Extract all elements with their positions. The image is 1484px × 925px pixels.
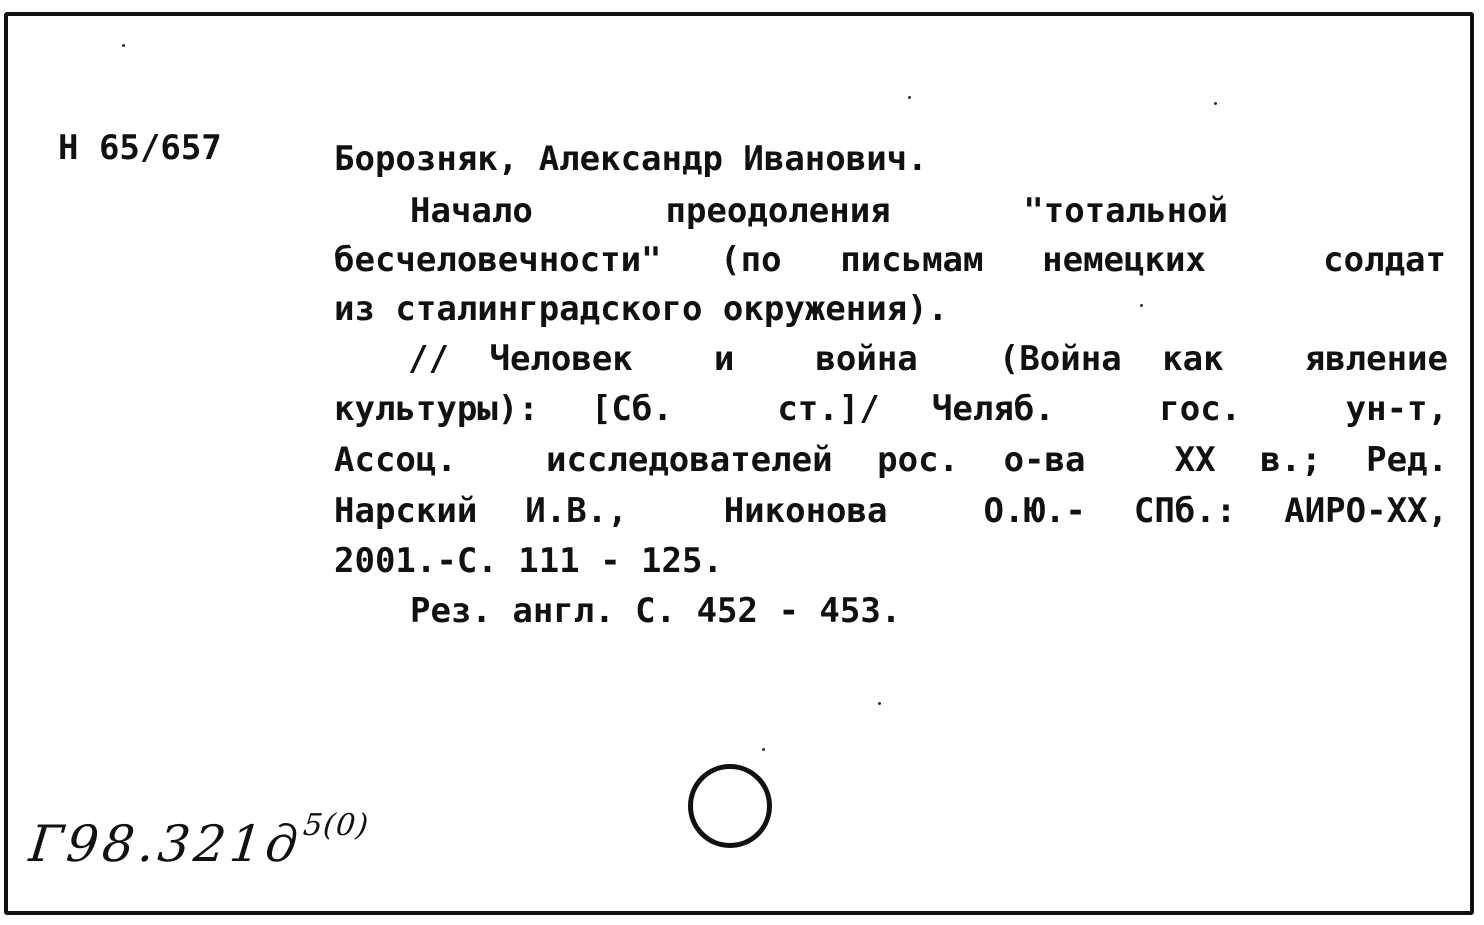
speck (122, 44, 125, 47)
title-line-3: из сталинградского окружения). (334, 289, 949, 329)
speck (908, 96, 911, 99)
source-line-1: // Человек и война (Война как явление (408, 339, 1448, 379)
shelf-code-superscript: 5(0) (301, 808, 371, 843)
speck (878, 702, 881, 705)
shelf-code-main: Г98.321д (26, 815, 305, 873)
source-line-3: Ассоц. исследователей рос. о-ва XX в.; Ред. (334, 440, 1448, 480)
source-line-4: Нарский И.В., Никонова О.Ю.- СПб.: АИРО-XX, (334, 491, 1448, 531)
title-line-2: бесчеловечности" (по письмам немецких солдат (334, 240, 1446, 280)
source-line-2: культуры): [Сб. ст.]/ Челяб. гос. ун-т, (334, 389, 1448, 429)
speck (762, 748, 765, 751)
speck (1140, 304, 1143, 307)
call-number: Н 65/657 (58, 128, 222, 168)
title-line-1: Начало преодоления "тотальной (410, 191, 1228, 231)
pages-line: 2001.-С. 111 - 125. (334, 541, 723, 581)
handwritten-shelf-code (27, 808, 371, 873)
punch-hole (688, 764, 772, 848)
author-line: Борозняк, Александр Иванович. (334, 139, 928, 179)
summary-line: Рез. англ. С. 452 - 453. (410, 591, 902, 631)
speck (1214, 102, 1217, 105)
